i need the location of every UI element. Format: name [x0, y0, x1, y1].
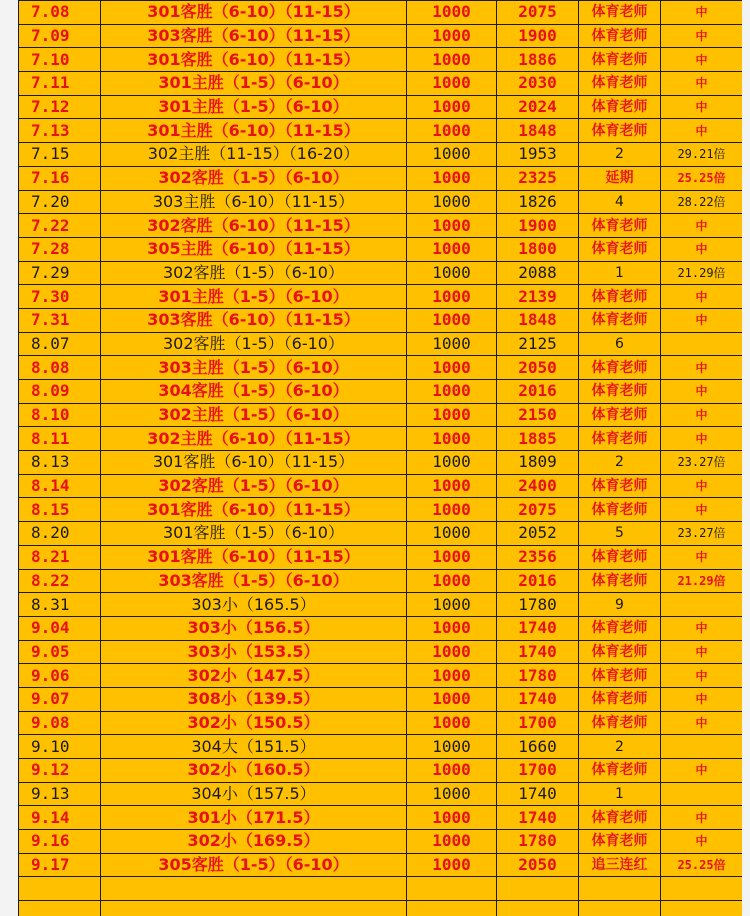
result-cell[interactable]: 体育老师: [579, 95, 661, 119]
result-cell[interactable]: 体育老师: [579, 759, 661, 783]
amount-cell[interactable]: 1886: [497, 48, 579, 72]
table-row: [19, 308, 743, 332]
odds-cell[interactable]: 28.22倍: [661, 190, 743, 214]
amount-cell[interactable]: 2356: [497, 545, 579, 569]
amount-cell[interactable]: 2030: [497, 72, 579, 96]
odds-cell[interactable]: 中: [661, 24, 743, 48]
date-cell[interactable]: 8.31: [19, 593, 101, 617]
table-row: [19, 853, 743, 877]
amount-cell[interactable]: 2075: [497, 498, 579, 522]
bet-cell[interactable]: 303小（156.5）: [101, 616, 407, 640]
empty-cell[interactable]: [19, 901, 101, 916]
stake-cell[interactable]: 1000: [407, 640, 497, 664]
date-cell[interactable]: 8.22: [19, 569, 101, 593]
amount-cell[interactable]: 2325: [497, 166, 579, 190]
odds-cell[interactable]: 23.27倍: [661, 522, 743, 546]
empty-cell[interactable]: [579, 901, 661, 916]
odds-cell[interactable]: 中: [661, 214, 743, 238]
amount-cell[interactable]: 1740: [497, 616, 579, 640]
bet-cell[interactable]: 304客胜（1-5）（6-10）: [101, 380, 407, 404]
bet-cell[interactable]: 301主胜（1-5）（6-10）: [101, 95, 407, 119]
stake-cell[interactable]: 1000: [407, 451, 497, 475]
amount-cell[interactable]: 1800: [497, 237, 579, 261]
result-cell[interactable]: 5: [579, 522, 661, 546]
bet-cell[interactable]: 301主胜（6-10）（11-15）: [101, 119, 407, 143]
stake-cell[interactable]: 1000: [407, 806, 497, 830]
stake-cell[interactable]: 1000: [407, 190, 497, 214]
bet-cell[interactable]: 305主胜（6-10）（11-15）: [101, 237, 407, 261]
result-cell[interactable]: 体育老师: [579, 474, 661, 498]
bet-cell[interactable]: 303客胜（1-5）（6-10）: [101, 569, 407, 593]
table-row: [19, 143, 743, 167]
amount-cell[interactable]: 2050: [497, 853, 579, 877]
amount-cell[interactable]: 1826: [497, 190, 579, 214]
result-cell[interactable]: 体育老师: [579, 569, 661, 593]
table-row: [19, 759, 743, 783]
bet-cell[interactable]: 303小（165.5）: [101, 593, 407, 617]
result-cell[interactable]: 1: [579, 261, 661, 285]
date-cell[interactable]: 7.12: [19, 95, 101, 119]
stake-cell[interactable]: 1000: [407, 687, 497, 711]
date-cell[interactable]: 9.13: [19, 782, 101, 806]
table-row: [19, 806, 743, 830]
odds-cell[interactable]: 中: [661, 308, 743, 332]
result-cell[interactable]: 体育老师: [579, 830, 661, 854]
odds-cell[interactable]: 中: [661, 830, 743, 854]
result-cell[interactable]: 体育老师: [579, 616, 661, 640]
amount-cell[interactable]: 1953: [497, 143, 579, 167]
date-cell[interactable]: 7.31: [19, 308, 101, 332]
amount-cell[interactable]: 1740: [497, 782, 579, 806]
table-row: [19, 332, 743, 356]
table-row: [19, 1, 743, 25]
stake-cell[interactable]: 1000: [407, 261, 497, 285]
result-cell[interactable]: 体育老师: [579, 403, 661, 427]
record-table-body: [19, 1, 743, 916]
odds-cell[interactable]: [661, 332, 743, 356]
odds-cell[interactable]: 中: [661, 616, 743, 640]
result-cell[interactable]: 追三连红: [579, 853, 661, 877]
bet-cell[interactable]: 302小（150.5）: [101, 711, 407, 735]
table-row: [19, 522, 743, 546]
bet-cell[interactable]: 301客胜（1-5）（6-10）: [101, 522, 407, 546]
stake-cell[interactable]: 1000: [407, 403, 497, 427]
odds-cell[interactable]: 中: [661, 474, 743, 498]
odds-cell[interactable]: 21.29倍: [661, 569, 743, 593]
table-row: [19, 498, 743, 522]
table-row: [19, 356, 743, 380]
date-cell[interactable]: 8.10: [19, 403, 101, 427]
odds-cell[interactable]: 25.25倍: [661, 166, 743, 190]
result-cell[interactable]: 体育老师: [579, 664, 661, 688]
date-cell[interactable]: 7.16: [19, 166, 101, 190]
amount-cell[interactable]: 1700: [497, 711, 579, 735]
result-cell[interactable]: 9: [579, 593, 661, 617]
bet-cell[interactable]: 302主胜（1-5）（6-10）: [101, 403, 407, 427]
stake-cell[interactable]: 1000: [407, 782, 497, 806]
bet-cell[interactable]: 303主胜（6-10）（11-15）: [101, 190, 407, 214]
result-cell[interactable]: 体育老师: [579, 214, 661, 238]
result-cell[interactable]: 体育老师: [579, 380, 661, 404]
empty-cell[interactable]: [579, 877, 661, 901]
result-cell[interactable]: 体育老师: [579, 427, 661, 451]
date-cell[interactable]: 9.10: [19, 735, 101, 759]
bet-cell[interactable]: 302客胜（1-5）（6-10）: [101, 474, 407, 498]
result-cell[interactable]: 体育老师: [579, 711, 661, 735]
date-cell[interactable]: 7.15: [19, 143, 101, 167]
bet-cell[interactable]: 301客胜（6-10）（11-15）: [101, 48, 407, 72]
bet-cell[interactable]: 303客胜（6-10）（11-15）: [101, 24, 407, 48]
amount-cell[interactable]: 2075: [497, 1, 579, 25]
table-row: [19, 261, 743, 285]
table-row: [19, 95, 743, 119]
empty-cell[interactable]: [497, 877, 579, 901]
result-cell[interactable]: 体育老师: [579, 806, 661, 830]
amount-cell[interactable]: 2139: [497, 285, 579, 309]
bet-cell[interactable]: 301主胜（1-5）（6-10）: [101, 285, 407, 309]
odds-cell[interactable]: 中: [661, 119, 743, 143]
result-cell[interactable]: 2: [579, 451, 661, 475]
bet-cell[interactable]: 301小（171.5）: [101, 806, 407, 830]
stake-cell[interactable]: 1000: [407, 119, 497, 143]
bet-cell[interactable]: 302客胜（1-5）（6-10）: [101, 332, 407, 356]
result-cell[interactable]: 4: [579, 190, 661, 214]
bet-cell[interactable]: 304大（151.5）: [101, 735, 407, 759]
empty-cell[interactable]: [497, 901, 579, 916]
bet-cell[interactable]: 301客胜（6-10）（11-15）: [101, 451, 407, 475]
empty-cell[interactable]: [407, 901, 497, 916]
stake-cell[interactable]: 1000: [407, 308, 497, 332]
stake-cell[interactable]: 1000: [407, 356, 497, 380]
date-cell[interactable]: 8.07: [19, 332, 101, 356]
stake-cell[interactable]: 1000: [407, 24, 497, 48]
empty-cell[interactable]: [101, 877, 407, 901]
stake-cell[interactable]: 1000: [407, 498, 497, 522]
stake-cell[interactable]: 1000: [407, 853, 497, 877]
date-cell[interactable]: 7.13: [19, 119, 101, 143]
odds-cell[interactable]: 29.21倍: [661, 143, 743, 167]
amount-cell[interactable]: 2016: [497, 380, 579, 404]
odds-cell[interactable]: 25.25倍: [661, 853, 743, 877]
date-cell[interactable]: 7.08: [19, 1, 101, 25]
date-cell[interactable]: 8.15: [19, 498, 101, 522]
amount-cell[interactable]: 1900: [497, 24, 579, 48]
amount-cell[interactable]: 1740: [497, 640, 579, 664]
stake-cell[interactable]: 1000: [407, 711, 497, 735]
odds-cell[interactable]: 中: [661, 427, 743, 451]
bet-cell[interactable]: 302主胜（6-10）（11-15）: [101, 427, 407, 451]
date-cell[interactable]: 7.22: [19, 214, 101, 238]
odds-cell[interactable]: 中: [661, 72, 743, 96]
table-row: [19, 403, 743, 427]
date-cell[interactable]: 9.07: [19, 687, 101, 711]
result-cell[interactable]: 2: [579, 735, 661, 759]
table-row: [19, 735, 743, 759]
result-cell[interactable]: 体育老师: [579, 237, 661, 261]
odds-cell[interactable]: 中: [661, 95, 743, 119]
date-cell[interactable]: 9.14: [19, 806, 101, 830]
odds-cell[interactable]: 中: [661, 664, 743, 688]
stake-cell[interactable]: 1000: [407, 830, 497, 854]
bet-cell[interactable]: 302客胜（1-5）（6-10）: [101, 261, 407, 285]
table-row: [19, 166, 743, 190]
amount-cell[interactable]: 2088: [497, 261, 579, 285]
empty-cell[interactable]: [661, 901, 743, 916]
amount-cell[interactable]: 2024: [497, 95, 579, 119]
odds-cell[interactable]: 23.27倍: [661, 451, 743, 475]
odds-cell[interactable]: 中: [661, 806, 743, 830]
amount-cell[interactable]: 1660: [497, 735, 579, 759]
date-cell[interactable]: 7.30: [19, 285, 101, 309]
amount-cell[interactable]: 1848: [497, 119, 579, 143]
odds-cell[interactable]: 中: [661, 498, 743, 522]
date-cell[interactable]: 9.17: [19, 853, 101, 877]
stake-cell[interactable]: 1000: [407, 143, 497, 167]
table-row: [19, 640, 743, 664]
stake-cell[interactable]: 1000: [407, 735, 497, 759]
result-cell[interactable]: 体育老师: [579, 72, 661, 96]
spreadsheet: [18, 0, 742, 916]
odds-cell[interactable]: 中: [661, 687, 743, 711]
bet-cell[interactable]: 301客胜（6-10）（11-15）: [101, 1, 407, 25]
stake-cell[interactable]: 1000: [407, 427, 497, 451]
odds-cell[interactable]: [661, 593, 743, 617]
odds-cell[interactable]: 中: [661, 403, 743, 427]
bet-cell[interactable]: 301主胜（1-5）（6-10）: [101, 72, 407, 96]
stake-cell[interactable]: 1000: [407, 72, 497, 96]
table-row: [19, 119, 743, 143]
amount-cell[interactable]: 1740: [497, 806, 579, 830]
stake-cell[interactable]: 1000: [407, 166, 497, 190]
amount-cell[interactable]: 2150: [497, 403, 579, 427]
odds-cell[interactable]: 中: [661, 1, 743, 25]
result-cell[interactable]: 体育老师: [579, 356, 661, 380]
stake-cell[interactable]: 1000: [407, 664, 497, 688]
stake-cell[interactable]: 1000: [407, 569, 497, 593]
amount-cell[interactable]: 1900: [497, 214, 579, 238]
amount-cell[interactable]: 1700: [497, 759, 579, 783]
date-cell[interactable]: 7.11: [19, 72, 101, 96]
result-cell[interactable]: 1: [579, 782, 661, 806]
odds-cell[interactable]: 中: [661, 711, 743, 735]
bet-cell[interactable]: 302小（160.5）: [101, 759, 407, 783]
odds-cell[interactable]: 中: [661, 759, 743, 783]
stake-cell[interactable]: 1000: [407, 380, 497, 404]
stake-cell[interactable]: 1000: [407, 1, 497, 25]
table-row: [19, 24, 743, 48]
empty-cell[interactable]: [407, 877, 497, 901]
table-row: [19, 593, 743, 617]
bet-cell[interactable]: 301客胜（6-10）（11-15）: [101, 498, 407, 522]
odds-cell[interactable]: 中: [661, 356, 743, 380]
empty-cell[interactable]: [101, 901, 407, 916]
bet-cell[interactable]: 302客胜（6-10）（11-15）: [101, 214, 407, 238]
table-row: [19, 474, 743, 498]
date-cell[interactable]: 7.28: [19, 237, 101, 261]
result-cell[interactable]: 体育老师: [579, 48, 661, 72]
stake-cell[interactable]: 1000: [407, 474, 497, 498]
bet-cell[interactable]: 302小（147.5）: [101, 664, 407, 688]
table-row: [19, 72, 743, 96]
result-cell[interactable]: 体育老师: [579, 285, 661, 309]
table-row: [19, 569, 743, 593]
stake-cell[interactable]: 1000: [407, 545, 497, 569]
date-cell[interactable]: 9.12: [19, 759, 101, 783]
empty-cell[interactable]: [661, 877, 743, 901]
result-cell[interactable]: 体育老师: [579, 119, 661, 143]
bet-cell[interactable]: 302小（169.5）: [101, 830, 407, 854]
table-row: [19, 214, 743, 238]
amount-cell[interactable]: 1780: [497, 664, 579, 688]
odds-cell[interactable]: 中: [661, 237, 743, 261]
amount-cell[interactable]: 1780: [497, 593, 579, 617]
odds-cell[interactable]: [661, 782, 743, 806]
amount-cell[interactable]: 1848: [497, 308, 579, 332]
empty-row: [19, 877, 743, 901]
result-cell[interactable]: 2: [579, 143, 661, 167]
date-cell[interactable]: 8.21: [19, 545, 101, 569]
table-row: [19, 687, 743, 711]
odds-cell[interactable]: 中: [661, 285, 743, 309]
amount-cell[interactable]: 1809: [497, 451, 579, 475]
amount-cell[interactable]: 2050: [497, 356, 579, 380]
bet-cell[interactable]: 304小（157.5）: [101, 782, 407, 806]
empty-cell[interactable]: [19, 877, 101, 901]
date-cell[interactable]: 7.20: [19, 190, 101, 214]
table-row: [19, 48, 743, 72]
table-row: [19, 427, 743, 451]
stake-cell[interactable]: 1000: [407, 332, 497, 356]
record-table: [18, 0, 742, 916]
date-cell[interactable]: 8.08: [19, 356, 101, 380]
result-cell[interactable]: 体育老师: [579, 24, 661, 48]
stake-cell[interactable]: 1000: [407, 214, 497, 238]
stake-cell[interactable]: 1000: [407, 522, 497, 546]
amount-cell[interactable]: 2125: [497, 332, 579, 356]
bet-cell[interactable]: 301客胜（6-10）（11-15）: [101, 545, 407, 569]
bet-cell[interactable]: 305客胜（1-5）（6-10）: [101, 853, 407, 877]
bet-cell[interactable]: 302客胜（1-5）（6-10）: [101, 166, 407, 190]
odds-cell[interactable]: 21.29倍: [661, 261, 743, 285]
odds-cell[interactable]: 中: [661, 380, 743, 404]
stake-cell[interactable]: 1000: [407, 616, 497, 640]
date-cell[interactable]: 9.08: [19, 711, 101, 735]
amount-cell[interactable]: 1885: [497, 427, 579, 451]
odds-cell[interactable]: 中: [661, 48, 743, 72]
bet-cell[interactable]: 303客胜（6-10）（11-15）: [101, 308, 407, 332]
date-cell[interactable]: 9.16: [19, 830, 101, 854]
result-cell[interactable]: 体育老师: [579, 308, 661, 332]
table-row: [19, 664, 743, 688]
amount-cell[interactable]: 1780: [497, 830, 579, 854]
table-row: [19, 380, 743, 404]
date-cell[interactable]: 7.10: [19, 48, 101, 72]
table-row: [19, 237, 743, 261]
table-row: [19, 711, 743, 735]
odds-cell[interactable]: 中: [661, 640, 743, 664]
stake-cell[interactable]: 1000: [407, 48, 497, 72]
result-cell[interactable]: 体育老师: [579, 687, 661, 711]
odds-cell[interactable]: 中: [661, 545, 743, 569]
odds-cell[interactable]: [661, 735, 743, 759]
date-cell[interactable]: 7.09: [19, 24, 101, 48]
stake-cell[interactable]: 1000: [407, 759, 497, 783]
date-cell[interactable]: 8.09: [19, 380, 101, 404]
bet-cell[interactable]: 302主胜（11-15）（16-20）: [101, 143, 407, 167]
bet-cell[interactable]: 303小（153.5）: [101, 640, 407, 664]
date-cell[interactable]: 7.29: [19, 261, 101, 285]
result-cell[interactable]: 6: [579, 332, 661, 356]
table-row: [19, 545, 743, 569]
result-cell[interactable]: 延期: [579, 166, 661, 190]
amount-cell[interactable]: 2400: [497, 474, 579, 498]
stake-cell[interactable]: 1000: [407, 593, 497, 617]
amount-cell[interactable]: 2052: [497, 522, 579, 546]
table-row: [19, 285, 743, 309]
date-cell[interactable]: 9.05: [19, 640, 101, 664]
table-row: [19, 782, 743, 806]
stake-cell[interactable]: 1000: [407, 237, 497, 261]
date-cell[interactable]: 8.13: [19, 451, 101, 475]
date-cell[interactable]: 9.06: [19, 664, 101, 688]
date-cell[interactable]: 9.04: [19, 616, 101, 640]
table-row: [19, 616, 743, 640]
table-row: [19, 830, 743, 854]
stake-cell[interactable]: 1000: [407, 95, 497, 119]
empty-row: [19, 901, 743, 916]
date-cell[interactable]: 8.20: [19, 522, 101, 546]
table-row: [19, 451, 743, 475]
result-cell[interactable]: 体育老师: [579, 1, 661, 25]
amount-cell[interactable]: 1740: [497, 687, 579, 711]
amount-cell[interactable]: 2016: [497, 569, 579, 593]
result-cell[interactable]: 体育老师: [579, 498, 661, 522]
bet-cell[interactable]: 303主胜（1-5）（6-10）: [101, 356, 407, 380]
table-row: [19, 190, 743, 214]
result-cell[interactable]: 体育老师: [579, 640, 661, 664]
date-cell[interactable]: 8.11: [19, 427, 101, 451]
bet-cell[interactable]: 308小（139.5）: [101, 687, 407, 711]
date-cell[interactable]: 8.14: [19, 474, 101, 498]
stake-cell[interactable]: 1000: [407, 285, 497, 309]
result-cell[interactable]: 体育老师: [579, 545, 661, 569]
